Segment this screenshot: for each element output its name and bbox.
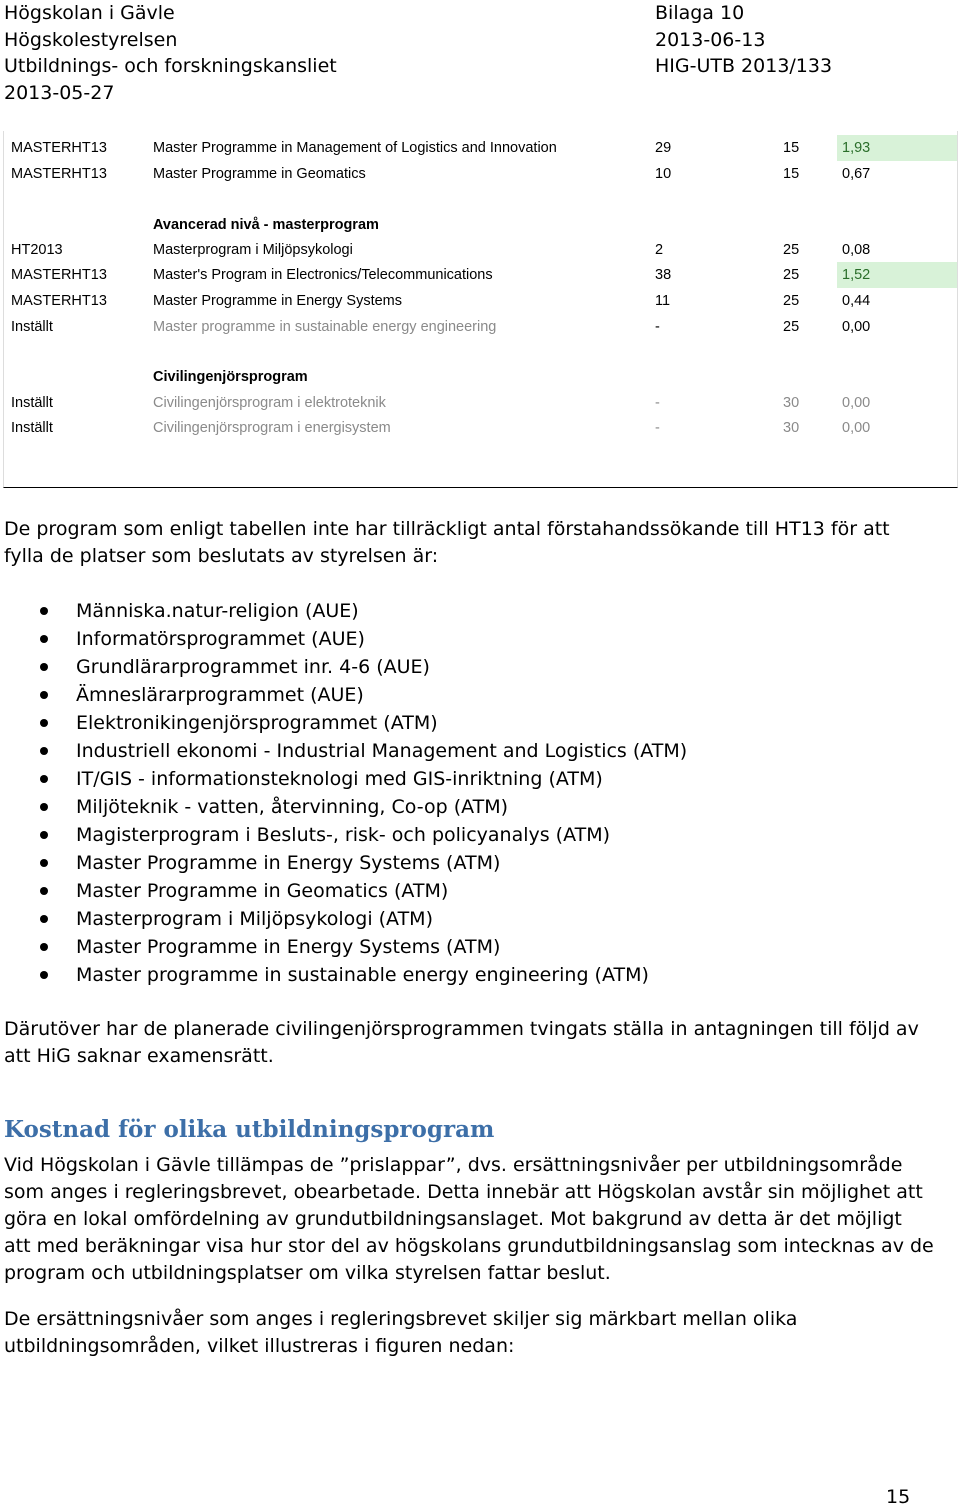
cell-ratio: 0,44 bbox=[842, 293, 871, 309]
list-item-label: Ämneslärarprogrammet (AUE) bbox=[76, 684, 364, 706]
cell-code: Inställt bbox=[11, 319, 53, 335]
table-row bbox=[4, 161, 957, 187]
cell-code: MASTERHT13 bbox=[11, 267, 107, 283]
program-list bbox=[0, 597, 687, 989]
bullet-icon bbox=[40, 971, 48, 979]
list-item-label: IT/GIS - informationsteknologi med GIS-inriktning (ATM) bbox=[76, 768, 603, 790]
cell-places: 30 bbox=[783, 420, 800, 436]
cell-code: MASTERHT13 bbox=[11, 140, 107, 156]
cell-places: 25 bbox=[783, 267, 800, 283]
program-table bbox=[3, 131, 958, 488]
list-item bbox=[0, 877, 687, 905]
bullet-icon bbox=[40, 887, 48, 895]
list-item bbox=[0, 765, 687, 793]
cell-name: Master's Program in Electronics/Telecommunications bbox=[153, 267, 493, 283]
levels-paragraph: De ersättningsnivåer som anges i regleringsbrevet skiljer sig märkbart mellan olika utbildningsområden, vilket illustreras i figuren nedan: bbox=[4, 1308, 798, 1357]
bullet-icon bbox=[40, 635, 48, 643]
list-item-label: Masterprogram i Miljöpsykologi (ATM) bbox=[76, 908, 433, 930]
section-title-master: Avancerad nivå - masterprogram bbox=[153, 217, 379, 233]
list-item-label: Miljöteknik - vatten, återvinning, Co-op (ATM) bbox=[76, 796, 509, 818]
table-row bbox=[4, 288, 957, 314]
list-item bbox=[0, 933, 687, 961]
cell-applicants: 38 bbox=[655, 267, 672, 283]
cell-code: HT2013 bbox=[11, 242, 63, 258]
cell-ratio: 0,00 bbox=[842, 395, 871, 411]
header-date: 2013-05-27 bbox=[4, 81, 115, 104]
cell-places: 15 bbox=[783, 140, 800, 156]
header-institution: Högskolan i Gävle bbox=[4, 2, 175, 24]
bullet-icon bbox=[40, 859, 48, 867]
cell-places: 25 bbox=[783, 242, 800, 258]
list-item-label: Master Programme in Geomatics (ATM) bbox=[76, 880, 449, 902]
cell-name: Masterprogram i Miljöpsykologi bbox=[153, 242, 353, 258]
bullet-icon bbox=[40, 915, 48, 923]
cell-name: Master Programme in Geomatics bbox=[153, 166, 366, 182]
cell-name: Civilingenjörsprogram i elektroteknik bbox=[153, 395, 386, 411]
bullet-icon bbox=[40, 607, 48, 615]
list-item-label: Master Programme in Energy Systems (ATM) bbox=[76, 852, 501, 874]
cell-code: MASTERHT13 bbox=[11, 166, 107, 182]
cell-applicants: 11 bbox=[655, 293, 671, 309]
cost-paragraph: Vid Högskolan i Gävle tillämpas de ”prislappar”, dvs. ersättningsnivåer per utbildningsområde som anges i regleringsbrevet, obearbetade. Detta innebär att Högskolan avstår sin möjlighet att göra en lokal omfördelning av grundutbildningsanslaget. Mot bakgrund av detta är det möjligt att med beräkningar visa hur stor del av högskolans grundutbildningsanslag som intecknas av de program och utbildningsplatser om vilka styrelsen fattar beslut. bbox=[4, 1154, 934, 1284]
cell-applicants: 2 bbox=[655, 242, 664, 258]
cell-applicants: - bbox=[655, 395, 660, 411]
table-row bbox=[4, 390, 957, 416]
bullet-icon bbox=[40, 943, 48, 951]
cell-ratio: 0,67 bbox=[842, 166, 871, 182]
list-item-label: Industriell ekonomi - Industrial Management and Logistics (ATM) bbox=[76, 740, 688, 762]
table-row bbox=[4, 262, 957, 288]
cell-places: 25 bbox=[783, 319, 800, 335]
cell-places: 30 bbox=[783, 395, 800, 411]
table-row bbox=[4, 415, 957, 441]
header-reference: HIG-UTB 2013/133 bbox=[655, 55, 833, 77]
cell-places: 15 bbox=[783, 166, 800, 182]
cell-applicants: - bbox=[655, 420, 660, 436]
bullet-icon bbox=[40, 747, 48, 755]
list-item-label: Elektronikingenjörsprogrammet (ATM) bbox=[76, 712, 438, 734]
list-item bbox=[0, 961, 687, 989]
table-row bbox=[4, 237, 957, 263]
header-doc-date: 2013-06-13 bbox=[655, 28, 766, 51]
bullet-icon bbox=[40, 691, 48, 699]
list-item-label: Informatörsprogrammet (AUE) bbox=[76, 628, 365, 650]
cell-applicants: 10 bbox=[655, 166, 672, 182]
bullet-icon bbox=[40, 831, 48, 839]
cell-name: Master Programme in Energy Systems bbox=[153, 293, 402, 309]
after-paragraph: Därutöver har de planerade civilingenjörsprogrammen tvingats ställa in antagningen till följd av att HiG saknar examensrätt. bbox=[4, 1018, 919, 1067]
section-heading: Kostnad för olika utbildningsprogram bbox=[4, 1116, 495, 1143]
cell-applicants: 29 bbox=[655, 140, 672, 156]
cell-code: Inställt bbox=[11, 420, 53, 436]
cell-ratio: 1,52 bbox=[842, 267, 871, 283]
header-right bbox=[655, 0, 832, 80]
list-item bbox=[0, 849, 687, 877]
cell-applicants: - bbox=[655, 319, 660, 335]
bullet-icon bbox=[40, 719, 48, 727]
list-item bbox=[0, 905, 687, 933]
table-row bbox=[4, 314, 957, 340]
list-item-label: Grundlärarprogrammet inr. 4-6 (AUE) bbox=[76, 656, 430, 678]
list-item bbox=[0, 681, 687, 709]
header-left bbox=[4, 0, 337, 106]
bullet-icon bbox=[40, 775, 48, 783]
header-board: Högskolestyrelsen bbox=[4, 28, 178, 51]
section-title-civ: Civilingenjörsprogram bbox=[153, 369, 308, 385]
cell-places: 25 bbox=[783, 293, 800, 309]
header-office: Utbildnings- och forskningskansliet bbox=[4, 55, 337, 77]
list-item bbox=[0, 709, 687, 737]
list-item-label: Master programme in sustainable energy engineering (ATM) bbox=[76, 964, 649, 986]
list-item bbox=[0, 625, 687, 653]
cell-code: Inställt bbox=[11, 395, 53, 411]
cell-name: Master programme in sustainable energy engineering bbox=[153, 319, 497, 335]
cell-ratio: 0,00 bbox=[842, 319, 871, 335]
cell-code: MASTERHT13 bbox=[11, 293, 107, 309]
list-item bbox=[0, 737, 687, 765]
cell-name: Civilingenjörsprogram i energisystem bbox=[153, 420, 391, 436]
section-row bbox=[4, 212, 957, 238]
list-item-label: Människa.natur-religion (AUE) bbox=[76, 600, 359, 622]
header-appendix: Bilaga 10 bbox=[655, 2, 745, 24]
cell-ratio: 1,93 bbox=[842, 140, 871, 156]
bullet-icon bbox=[40, 803, 48, 811]
list-item bbox=[0, 793, 687, 821]
cell-ratio: 0,08 bbox=[842, 242, 871, 258]
table-row bbox=[4, 135, 957, 161]
cell-ratio: 0,00 bbox=[842, 420, 871, 436]
list-item bbox=[0, 653, 687, 681]
list-item-label: Master Programme in Energy Systems (ATM) bbox=[76, 936, 501, 958]
bullet-icon bbox=[40, 663, 48, 671]
section-row bbox=[4, 364, 957, 390]
cell-name: Master Programme in Management of Logistics and Innovation bbox=[153, 140, 557, 156]
page-number: 15 bbox=[886, 1486, 911, 1508]
list-item bbox=[0, 821, 687, 849]
list-item bbox=[0, 597, 687, 625]
intro-paragraph: De program som enligt tabellen inte har tillräckligt antal förstahandssökande till HT13 för att fylla de platser som beslutats av styrelsen är: bbox=[4, 518, 890, 567]
list-item-label: Magisterprogram i Besluts-, risk- och policyanalys (ATM) bbox=[76, 824, 611, 846]
